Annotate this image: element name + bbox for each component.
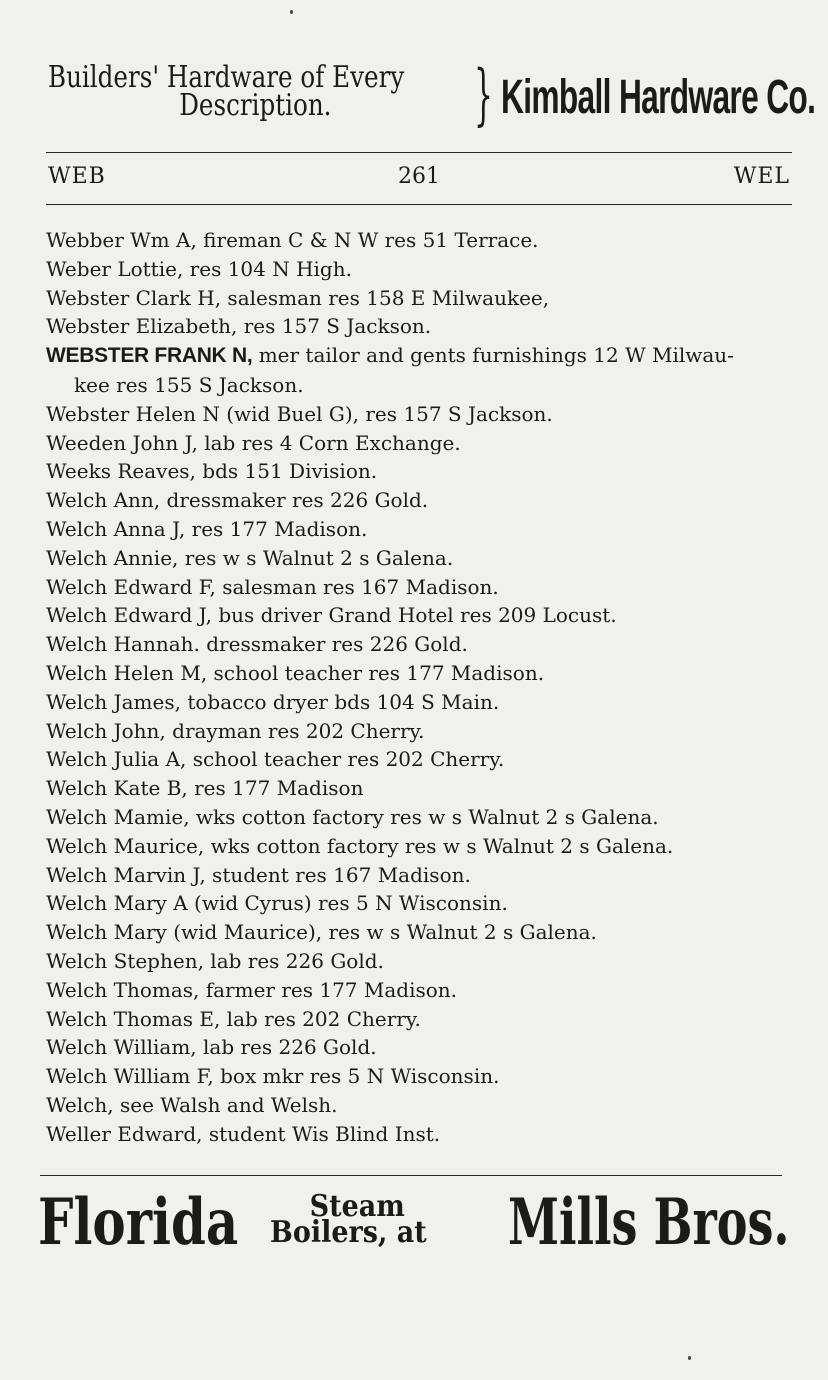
directory-entry: [46, 861, 792, 890]
entry-details: tobacco dryer bds 104 S Main.: [180, 689, 500, 714]
directory-entry: [46, 745, 792, 774]
entry-name: Welch Helen M,: [46, 660, 208, 685]
entry-details: dressmaker res 226 Gold.: [199, 632, 468, 657]
ad-mills-bros: Mills Bros.: [508, 1185, 790, 1260]
top-advertisement: [46, 56, 816, 138]
entry-details: drayman res 202 Cherry.: [165, 718, 425, 743]
entry-name: Welch Thomas,: [46, 977, 200, 1002]
entry-details: res w s Walnut 2 s Galena.: [178, 545, 454, 570]
directory-entry: [46, 429, 792, 458]
ad-tagline-line1: Builders' Hardware of Every: [48, 60, 405, 95]
entry-details: student res 167 Madison.: [205, 862, 471, 887]
directory-entry: [46, 803, 792, 832]
directory-entry: [46, 312, 792, 341]
entry-name: Webster Helen N: [46, 401, 220, 426]
entry-name: Webster Clark H,: [46, 285, 222, 310]
directory-listing: [46, 226, 792, 1149]
entry-name: Weeks Reaves,: [46, 459, 196, 484]
directory-entry: [46, 889, 792, 918]
directory-entry: [46, 400, 792, 429]
entry-details: lab res 226 Gold.: [196, 1035, 377, 1060]
directory-entry: [46, 947, 792, 976]
ad-florida: Florida: [38, 1185, 239, 1260]
directory-entry: [46, 341, 792, 400]
directory-entry: [46, 717, 792, 746]
ad-steam: Steam: [309, 1189, 405, 1224]
directory-entry: [46, 573, 792, 602]
entry-name: Welch Annie,: [46, 545, 179, 570]
entry-name: Welch Ann,: [46, 488, 161, 513]
directory-entry: [46, 918, 792, 947]
entry-name: Webber Wm A,: [46, 228, 197, 252]
entry-name: Welch Mary: [46, 920, 167, 945]
entry-name: Welch Edward J,: [46, 603, 212, 628]
directory-entry: [46, 630, 792, 659]
directory-entry: [46, 1033, 792, 1062]
paper-speck: [688, 1356, 691, 1360]
directory-entry: [46, 1062, 792, 1091]
header-rule-top: [46, 152, 792, 153]
entry-name: Welch Hannah.: [46, 632, 200, 657]
entry-name: Welch,: [46, 1092, 114, 1117]
running-header: [46, 162, 792, 192]
entry-name: Weeden John J,: [46, 430, 198, 455]
entry-details: wks cotton factory res w s Walnut 2 s Galena.: [189, 804, 659, 829]
entry-details: wks cotton factory res w s Walnut 2 s Galena.: [204, 833, 674, 858]
entry-details: lab res 226 Gold.: [203, 948, 384, 973]
entry-details: bds 151 Division.: [195, 459, 378, 484]
entry-name: Welch Thomas E,: [46, 1006, 221, 1031]
entry-details: salesman res 158 E Milwaukee,: [221, 285, 550, 310]
entry-name: Welch William,: [46, 1035, 197, 1060]
entry-details: (wid Cyrus) res 5 N Wisconsin.: [187, 891, 508, 916]
directory-entry: [46, 1005, 792, 1034]
entry-name: Welch Mary A: [46, 891, 188, 916]
entry-continuation: kee res 155 S Jackson.: [74, 372, 304, 397]
entry-name: Welch James,: [46, 689, 181, 714]
ad-brace: }: [474, 56, 493, 133]
directory-entry: [46, 457, 792, 486]
entry-name: Welch Stephen,: [46, 948, 204, 973]
entry-details: mer tailor and gents furnishings 12 W Milwau-: [252, 343, 734, 368]
entry-details: res 157 S Jackson.: [237, 314, 432, 339]
directory-entry: [46, 284, 792, 313]
directory-entry: [46, 832, 792, 861]
ad-company-name: Kimball Hardware Co.: [501, 71, 816, 124]
entry-details: school teacher res 202 Cherry.: [186, 747, 505, 772]
entry-details: salesman res 167 Madison.: [215, 574, 499, 599]
paper-speck: [290, 10, 293, 14]
header-rule-bottom: [46, 204, 792, 205]
entry-details: (wid Maurice), res w s Walnut 2 s Galena.: [166, 920, 597, 945]
entry-name: Welch Kate B,: [46, 776, 188, 801]
entry-name: Weber Lottie,: [46, 256, 184, 281]
entry-details: box mkr res 5 N Wisconsin.: [213, 1064, 500, 1089]
footer-rule: [40, 1175, 782, 1176]
directory-entry: [46, 515, 792, 544]
ad-tagline: [48, 60, 405, 123]
entry-details: student Wis Blind Inst.: [202, 1121, 441, 1146]
directory-entry: [46, 688, 792, 717]
entry-name: Welch Marvin J,: [46, 862, 206, 887]
entry-details: (wid Buel G), res 157 S Jackson.: [219, 401, 553, 426]
entry-details: school teacher res 177 Madison.: [207, 660, 545, 685]
entry-details: bus driver Grand Hotel res 209 Locust.: [211, 603, 617, 628]
directory-entry: [46, 774, 792, 803]
ad-steam-boilers: [270, 1189, 427, 1250]
directory-entry: [46, 226, 792, 255]
entry-details: res 104 N High.: [183, 256, 352, 281]
directory-entry: [46, 659, 792, 688]
entry-name: Welch John,: [46, 718, 166, 743]
directory-entry: [46, 1120, 792, 1149]
bottom-advertisement: [38, 1186, 788, 1266]
page-number: 261: [398, 164, 440, 189]
ad-tagline-line2: Description.: [179, 88, 332, 123]
entry-name: WEBSTER FRANK N,: [46, 344, 253, 368]
running-head-right: WEL: [733, 164, 790, 189]
entry-name: Weller Edward,: [46, 1121, 203, 1146]
entry-details: lab res 202 Cherry.: [220, 1006, 421, 1031]
directory-entry: [46, 255, 792, 284]
directory-entry: [46, 601, 792, 630]
entry-name: Welch Anna J,: [46, 516, 186, 541]
directory-entry: [46, 486, 792, 515]
entry-name: Welch William F,: [46, 1064, 214, 1089]
directory-entry: [46, 544, 792, 573]
entry-details: farmer res 177 Madison.: [199, 977, 458, 1002]
entry-name: Welch Edward F,: [46, 574, 216, 599]
entry-name: Welch Mamie,: [46, 804, 190, 829]
directory-entry: [46, 1091, 792, 1120]
running-head-left: WEB: [48, 164, 106, 189]
entry-details: fireman C & N W res 51 Terrace.: [196, 228, 539, 252]
entry-details: res 177 Madison.: [185, 516, 368, 541]
entry-name: Welch Maurice,: [46, 833, 205, 858]
entry-name: Webster Elizabeth,: [46, 314, 238, 339]
ad-boilers: Boilers, at: [270, 1215, 427, 1250]
directory-entry: [46, 976, 792, 1005]
entry-details: dressmaker res 226 Gold.: [160, 488, 429, 513]
entry-details: see Walsh and Welsh.: [113, 1092, 338, 1117]
entry-details: lab res 4 Corn Exchange.: [197, 430, 461, 455]
entry-details: res 177 Madison: [187, 776, 364, 801]
entry-name: Welch Julia A,: [46, 747, 187, 772]
